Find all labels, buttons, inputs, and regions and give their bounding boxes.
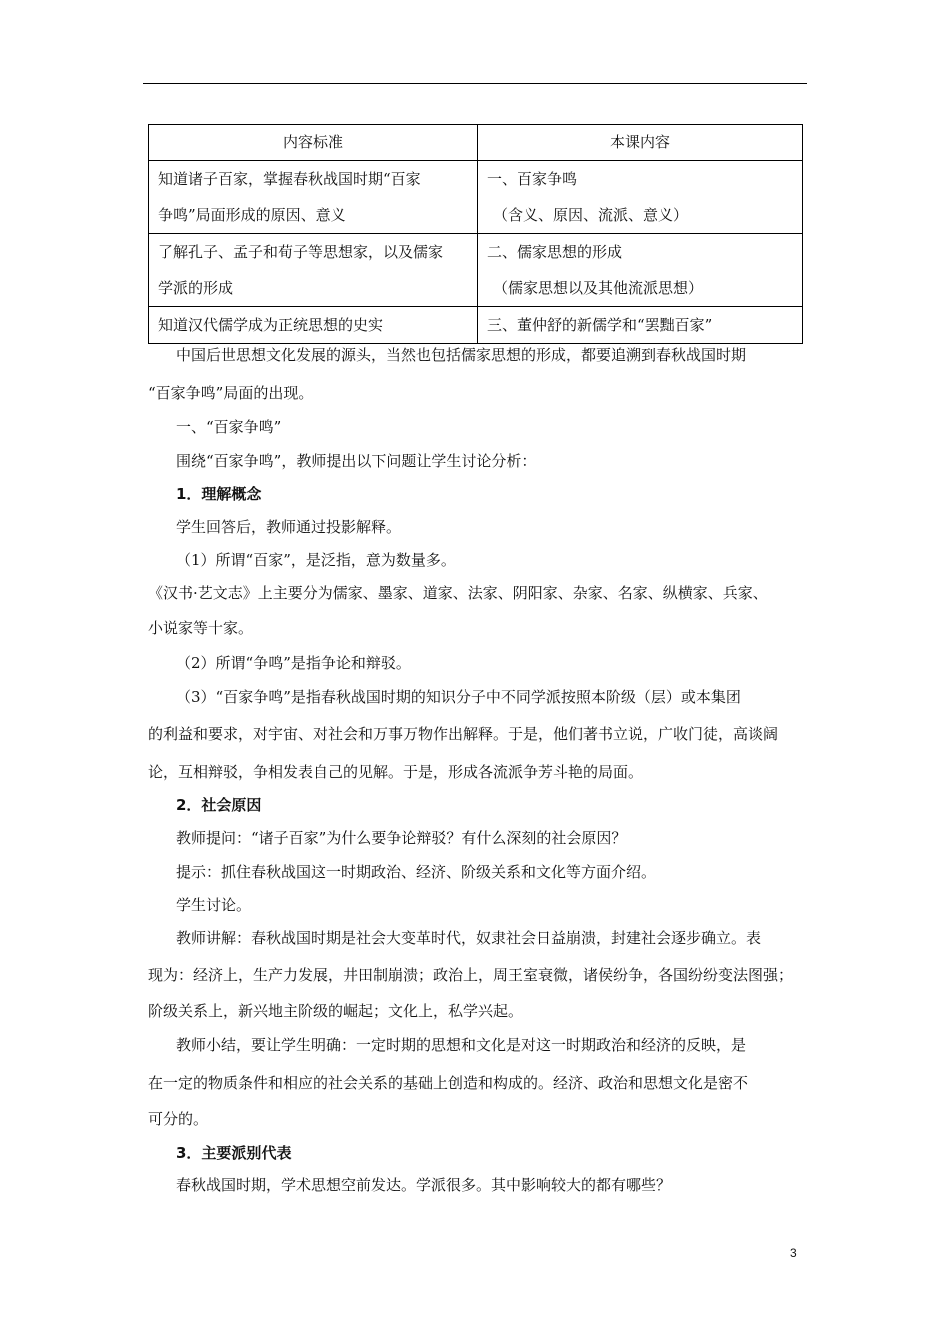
paragraph-line: 在一定的物质条件和相应的社会关系的基础上创造和构成的。经济、政治和思想文化是密不 xyxy=(148,1074,749,1092)
subsection-heading: 1．理解概念 xyxy=(176,485,262,503)
paragraph-line: 《汉书·艺文志》上主要分为儒家、墨家、道家、法家、阴阳家、杂家、名家、纵横家、兵家、 xyxy=(148,584,768,602)
page-number: 3 xyxy=(790,1246,797,1260)
table-row xyxy=(149,161,803,234)
cell-line: 知道诸子百家，掌握春秋战国时期“百家 xyxy=(158,170,421,188)
table-cell-content xyxy=(478,307,803,344)
cell-line: 学派的形成 xyxy=(158,279,234,297)
cell-line: 知道汉代儒学成为正统思想的史实 xyxy=(158,316,384,334)
paragraph-line: （1）所谓“百家”，是泛指，意为数量多。 xyxy=(176,551,456,569)
paragraph-line: （2）所谓“争鸣”是指争论和辩驳。 xyxy=(176,654,411,672)
table-header-standard: 内容标准 xyxy=(149,125,478,161)
section-heading: 一、“百家争鸣” xyxy=(176,418,282,436)
paragraph-line: 的利益和要求，对宇宙、对社会和万事万物作出解释。于是，他们著书立说，广收门徒，高谈阔 xyxy=(148,725,779,743)
cell-line: 了解孔子、孟子和荀子等思想家，以及儒家 xyxy=(158,243,444,261)
table-row xyxy=(149,307,803,344)
table-cell-standard xyxy=(149,161,478,234)
table-header-content: 本课内容 xyxy=(478,125,803,161)
paragraph-line: 学生回答后，教师通过投影解释。 xyxy=(176,518,402,536)
table-row xyxy=(149,234,803,307)
cell-line: 一、百家争鸣 xyxy=(487,170,578,188)
table-cell-content xyxy=(478,161,803,234)
paragraph-line: 围绕“百家争鸣”，教师提出以下问题让学生讨论分析： xyxy=(176,452,537,470)
paragraph-line: 小说家等十家。 xyxy=(148,619,254,637)
paragraph-line: “百家争鸣”局面的出现。 xyxy=(148,384,314,402)
paragraph-line: 学生讨论。 xyxy=(176,896,252,914)
table-cell-standard xyxy=(149,307,478,344)
paragraph-line: 可分的。 xyxy=(148,1110,209,1128)
table-cell-content xyxy=(478,234,803,307)
paragraph-line: 中国后世思想文化发展的源头，当然也包括儒家思想的形成，都要追溯到春秋战国时期 xyxy=(176,346,747,364)
cell-line: 二、儒家思想的形成 xyxy=(487,243,623,261)
paragraph-line: 现为：经济上，生产力发展，井田制崩溃；政治上，周王室衰微，诸侯纷争，各国纷纷变法图强； xyxy=(148,966,794,984)
cell-line: （儒家思想以及其他流派思想） xyxy=(493,279,704,297)
paragraph-line: 阶级关系上，新兴地主阶级的崛起；文化上，私学兴起。 xyxy=(148,1002,524,1020)
cell-line: 三、董仲舒的新儒学和“罢黜百家” xyxy=(487,316,713,334)
paragraph-line: 提示：抓住春秋战国这一时期政治、经济、阶级关系和文化等方面介绍。 xyxy=(176,863,657,881)
paragraph-line: （3）“百家争鸣”是指春秋战国时期的知识分子中不同学派按照本阶级（层）或本集团 xyxy=(176,688,741,706)
paragraph-line: 教师提问：“诸子百家”为什么要争论辩驳？有什么深刻的社会原因？ xyxy=(176,829,627,847)
paragraph-line: 春秋战国时期，学术思想空前发达。学派很多。其中影响较大的都有哪些？ xyxy=(176,1176,672,1194)
subsection-heading: 3．主要派别代表 xyxy=(176,1144,292,1162)
paragraph-line: 论，互相辩驳，争相发表自己的见解。于是，形成各流派争芳斗艳的局面。 xyxy=(148,763,644,781)
curriculum-table xyxy=(148,124,803,344)
paragraph-line: 教师讲解：春秋战国时期是社会大变革时代，奴隶社会日益崩溃，封建社会逐步确立。表 xyxy=(176,929,762,947)
table-cell-standard xyxy=(149,234,478,307)
cell-line: （含义、原因、流派、意义） xyxy=(493,206,689,224)
header-rule xyxy=(143,83,807,84)
paragraph-line: 教师小结，要让学生明确：一定时期的思想和文化是对这一时期政治和经济的反映，是 xyxy=(176,1036,747,1054)
table-header-row xyxy=(149,125,803,161)
cell-line: 争鸣”局面形成的原因、意义 xyxy=(158,206,346,224)
subsection-heading: 2．社会原因 xyxy=(176,796,262,814)
